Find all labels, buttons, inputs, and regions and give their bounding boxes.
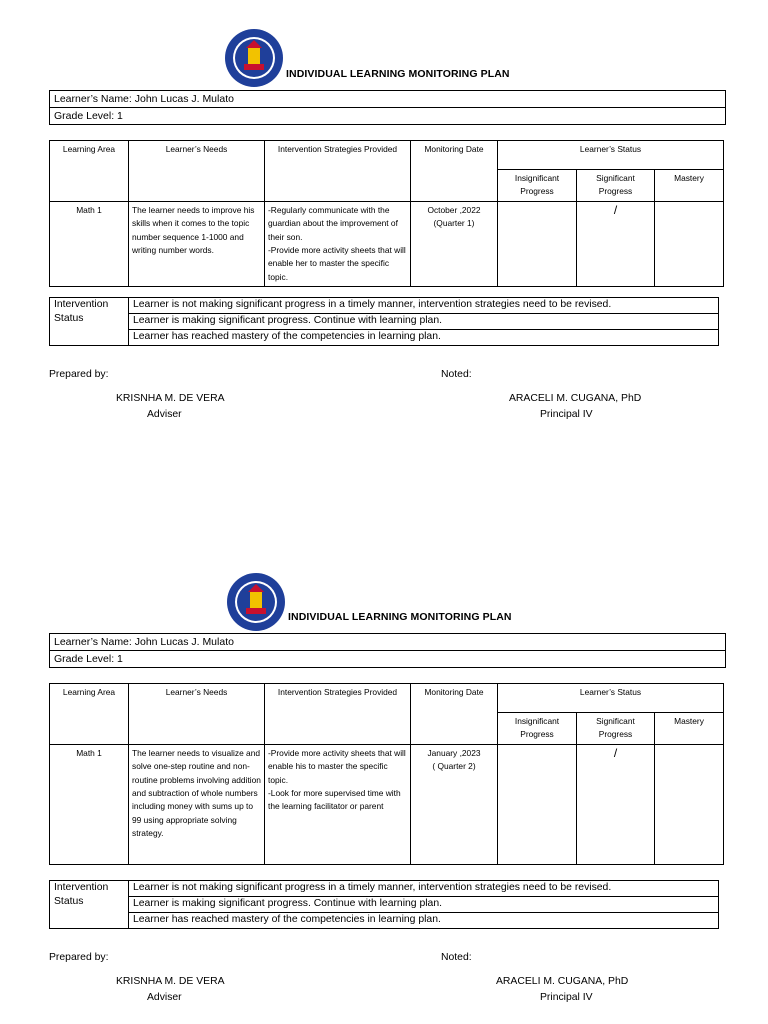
- status-option: Learner is making significant progress. Continue with learning plan.: [129, 897, 719, 913]
- grade-level: Grade Level: 1: [50, 651, 726, 668]
- header-strategies: Intervention Strategies Provided: [265, 684, 411, 745]
- deped-seal-icon: [226, 572, 286, 632]
- monitoring-quarter: ( Quarter 2): [432, 761, 476, 772]
- header-monitoring-date: Monitoring Date: [411, 684, 498, 745]
- header-learners-status: Learner’s Status: [498, 141, 724, 170]
- principal-name: ARACELI M. CUGANA, PhD: [496, 976, 629, 987]
- intervention-status-label: Intervention Status: [50, 881, 129, 929]
- intervention-status-table: [49, 880, 719, 929]
- header-significant: Significant Progress: [577, 713, 655, 745]
- strategy-item: -Provide more activity sheets that will enable her to master the specific topic.: [268, 245, 406, 282]
- header-mastery: Mastery: [655, 170, 724, 202]
- header-insignificant: Insignificant Progress: [498, 170, 577, 202]
- header-needs: Learner’s Needs: [129, 684, 265, 745]
- plan-title: INDIVIDUAL LEARNING MONITORING PLAN: [286, 68, 510, 80]
- needs-cell: The learner needs to improve his skills when it comes to the topic number sequence 1-1000 and writing number words.: [129, 201, 265, 286]
- principal-name: ARACELI M. CUGANA, PhD: [509, 393, 642, 404]
- principal-title: Principal IV: [540, 409, 593, 420]
- significant-check: /: [577, 201, 655, 286]
- learner-info-table: [49, 633, 726, 668]
- header-learning-area: Learning Area: [50, 141, 129, 202]
- monitoring-table: [49, 683, 724, 865]
- header-monitoring-date: Monitoring Date: [411, 141, 498, 202]
- adviser-name: KRISNHA M. DE VERA: [116, 976, 225, 987]
- header-strategies: Intervention Strategies Provided: [265, 141, 411, 202]
- status-option: Learner is not making significant progress in a timely manner, intervention strategies need to be revised.: [129, 881, 719, 897]
- significant-check: /: [577, 744, 655, 864]
- learning-area-cell: Math 1: [50, 744, 129, 864]
- header-significant: Significant Progress: [577, 170, 655, 202]
- principal-title: Principal IV: [540, 992, 593, 1003]
- monitoring-date: January ,2023: [427, 747, 481, 758]
- learner-name: Learner’s Name: John Lucas J. Mulato: [50, 91, 726, 108]
- intervention-status-label: Intervention Status: [50, 298, 129, 346]
- learner-name: Learner’s Name: John Lucas J. Mulato: [50, 634, 726, 651]
- mastery-cell: [655, 744, 724, 864]
- strategy-item: -Look for more supervised time with the learning facilitator or parent: [268, 788, 401, 812]
- strategy-item: -Regularly communicate with the guardian about the improvement of their son.: [268, 204, 398, 242]
- learning-area-cell: Math 1: [50, 201, 129, 286]
- noted-label: Noted:: [441, 369, 472, 380]
- header-needs: Learner’s Needs: [129, 141, 265, 202]
- status-option: Learner is not making significant progress in a timely manner, intervention strategies need to be revised.: [129, 298, 719, 314]
- adviser-title: Adviser: [147, 409, 182, 420]
- header-insignificant: Insignificant Progress: [498, 713, 577, 745]
- header-learning-area: Learning Area: [50, 684, 129, 745]
- needs-cell: The learner needs to visualize and solve one-step routine and non-routine problems involving addition and subtraction of whole numbers including money with sums up to 99 using appropriate solving strategy.: [129, 744, 265, 864]
- grade-level: Grade Level: 1: [50, 108, 726, 125]
- header-mastery: Mastery: [655, 713, 724, 745]
- prepared-by-label: Prepared by:: [49, 952, 109, 963]
- insignificant-cell: [498, 744, 577, 864]
- adviser-title: Adviser: [147, 992, 182, 1003]
- status-option: Learner has reached mastery of the competencies in learning plan.: [129, 913, 719, 929]
- status-option: Learner is making significant progress. Continue with learning plan.: [129, 314, 719, 330]
- plan-title: INDIVIDUAL LEARNING MONITORING PLAN: [288, 611, 512, 623]
- header-learners-status: Learner’s Status: [498, 684, 724, 713]
- monitoring-date: October ,2022: [427, 204, 481, 215]
- adviser-name: KRISNHA M. DE VERA: [116, 393, 225, 404]
- strategy-item: -Provide more activity sheets that will enable his to master the specific topic.: [268, 747, 406, 785]
- monitoring-date-cell: [411, 744, 498, 864]
- prepared-by-label: Prepared by:: [49, 369, 109, 380]
- noted-label: Noted:: [441, 952, 472, 963]
- strategies-cell: [265, 744, 411, 864]
- status-option: Learner has reached mastery of the competencies in learning plan.: [129, 330, 719, 346]
- monitoring-quarter: (Quarter 1): [433, 218, 475, 229]
